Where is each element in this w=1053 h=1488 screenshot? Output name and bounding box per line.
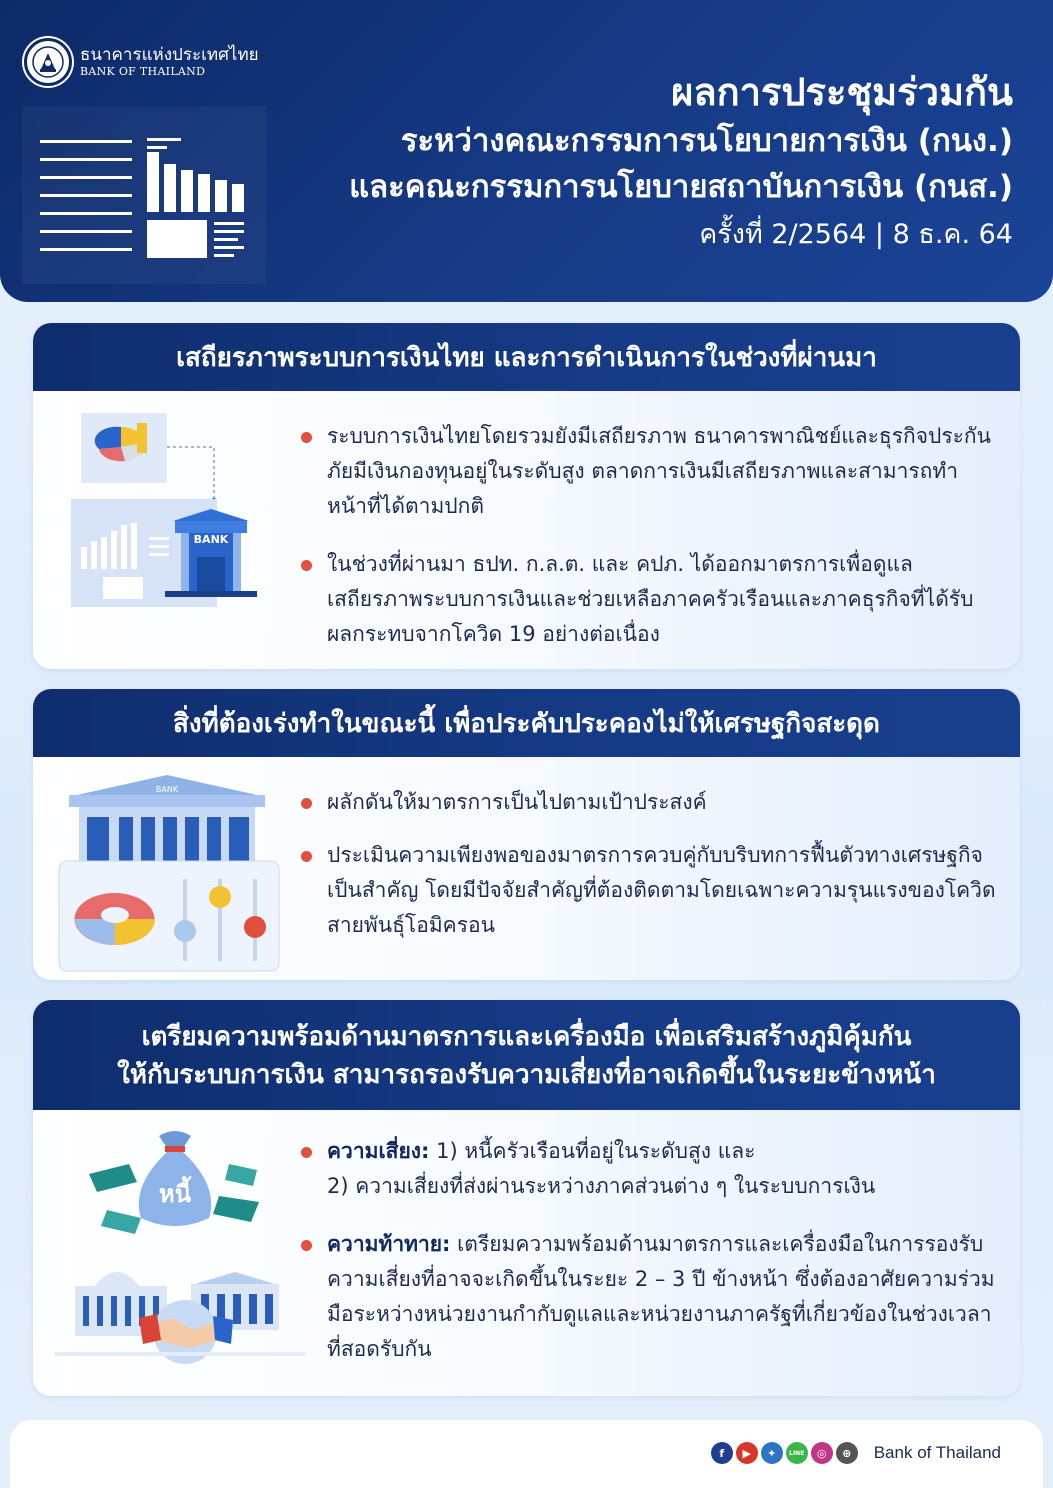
section-3-heading-line-1: เตรียมความพร้อมด้านมาตรการและเครื่องมือ เพื่อเสริมสร้างภูมิคุ้มกัน (141, 1022, 912, 1052)
web-icon[interactable]: ⊕ (836, 1442, 858, 1464)
challenge-text: เตรียมความพร้อมด้านมาตรการและเครื่องมือในการรองรับความเสี่ยงที่อาจจะเกิดขึ้นในระยะ 2 – 3 ปี ข้างหน้า ซึ่งต้องอาศัยความร่วมมือระหว่างหน่วยงานกำกับดูแลและหน่วยงานภาครัฐที่เกี่ยวข้องในช่วงเวลาที่สอดรับกัน (327, 1232, 995, 1361)
footer (10, 1420, 1043, 1488)
bot-seal-icon (24, 38, 72, 86)
debt-bag-label: หนี้ (158, 1180, 192, 1208)
bank-sign-text-2: BANK (155, 785, 179, 794)
risk-line-2: 2) ความเสี่ยงที่ส่งผ่านระหว่างภาคส่วนต่าง ๆ ในระบบการเงิน (327, 1174, 876, 1198)
line-icon[interactable]: LINE (786, 1442, 808, 1464)
header-banner (0, 0, 1053, 302)
bot-logo[interactable] (24, 38, 259, 86)
logo-english-name: BANK OF THAILAND (80, 65, 206, 78)
urgent-bullet-1: ผลักดันให้มาตรการเป็นไปตามเป้าประสงค์ (301, 785, 1000, 820)
section-1-heading (33, 323, 1020, 391)
subtitle-line-2: และคณะกรรมการนโยบายสถาบันการเงิน (กนส.) (349, 169, 1013, 205)
section-urgent-actions (33, 689, 1020, 980)
stability-bullet-1: ระบบการเงินไทยโดยรวมยังมีเสถียรภาพ ธนาคารพาณิชย์และธุรกิจประกันภัยมีเงินกองทุนอยู่ในระดับสูง ตลาดการเงินมีเสถียรภาพและสามารถทำหน้าที่ได้ตามปกติ (301, 419, 1000, 524)
logo-thai-name: ธนาคารแห่งประเทศไทย (80, 45, 259, 65)
section-1-heading-text: เสถียรภาพระบบการเงินไทย และการดำเนินการในช่วงที่ผ่านมา (176, 343, 877, 373)
challenge-label: ความท้าทาย: (327, 1232, 451, 1256)
risk-bullet (301, 1134, 1000, 1204)
cooperation-handshake-illustration (55, 1248, 315, 1368)
stability-bullet-2: ในช่วงที่ผ่านมา ธปท. ก.ล.ต. และ คปภ. ได้ออกมาตรการเพื่อดูแลเสถียรภาพระบบการเงินและช่วยเหลือภาคครัวเรือนและภาคธุรกิจที่ได้รับผลกระทบจากโควิด 19 อย่างต่อเนื่อง (301, 547, 1000, 652)
risk-label: ความเสี่ยง: (327, 1139, 430, 1163)
social-links (708, 1442, 1001, 1464)
subtitle-line-1: ระหว่างคณะกรรมการนโยบายการเงิน (กนง.) (400, 123, 1013, 159)
meeting-info: ครั้งที่ 2/2564 | 8 ธ.ค. 64 (699, 219, 1013, 250)
section-2-heading-text: สิ่งที่ต้องเร่งทำในขณะนี้ เพื่อประคับประคองไม่ให้เศรษฐกิจสะดุด (173, 709, 880, 739)
challenge-bullet (301, 1227, 1000, 1367)
bank-sign-text: BANK (193, 533, 229, 546)
section-financial-stability (33, 323, 1020, 669)
bank-dashboard-illustration (57, 765, 287, 973)
risk-line-1: 1) หนี้ครัวเรือนที่อยู่ในระดับสูง และ (429, 1139, 756, 1163)
section-3-heading (33, 1000, 1020, 1110)
bank-pie-chart-illustration (69, 413, 279, 613)
urgent-bullet-2: ประเมินความเพียงพอของมาตรการควบคู่กับบริบทการฟื้นตัวทางเศรษฐกิจเป็นสำคัญ โดยมีปัจจัยสำคัญที่ต้องติดตามโดยเฉพาะความรุนแรงของโควิดสายพันธุ์โอมิครอน (301, 838, 1000, 943)
youtube-icon[interactable]: ▶ (736, 1442, 758, 1464)
section-3-heading-line-2: ให้กับระบบการเงิน สามารถรองรับความเสี่ยงที่อาจเกิดขึ้นในระยะข้างหน้า (117, 1060, 936, 1090)
twitter-icon[interactable]: ✦ (761, 1442, 783, 1464)
instagram-icon[interactable]: ◎ (811, 1442, 833, 1464)
facebook-icon[interactable]: f (711, 1442, 733, 1464)
debt-bag-illustration (79, 1126, 269, 1236)
main-title: ผลการประชุมร่วมกัน (671, 70, 1013, 114)
section-preparedness (33, 1000, 1020, 1396)
title-block (253, 66, 1013, 258)
section-2-heading (33, 689, 1020, 757)
footer-brand: Bank of Thailand (873, 1443, 1001, 1462)
document-chart-illustration (22, 106, 266, 284)
